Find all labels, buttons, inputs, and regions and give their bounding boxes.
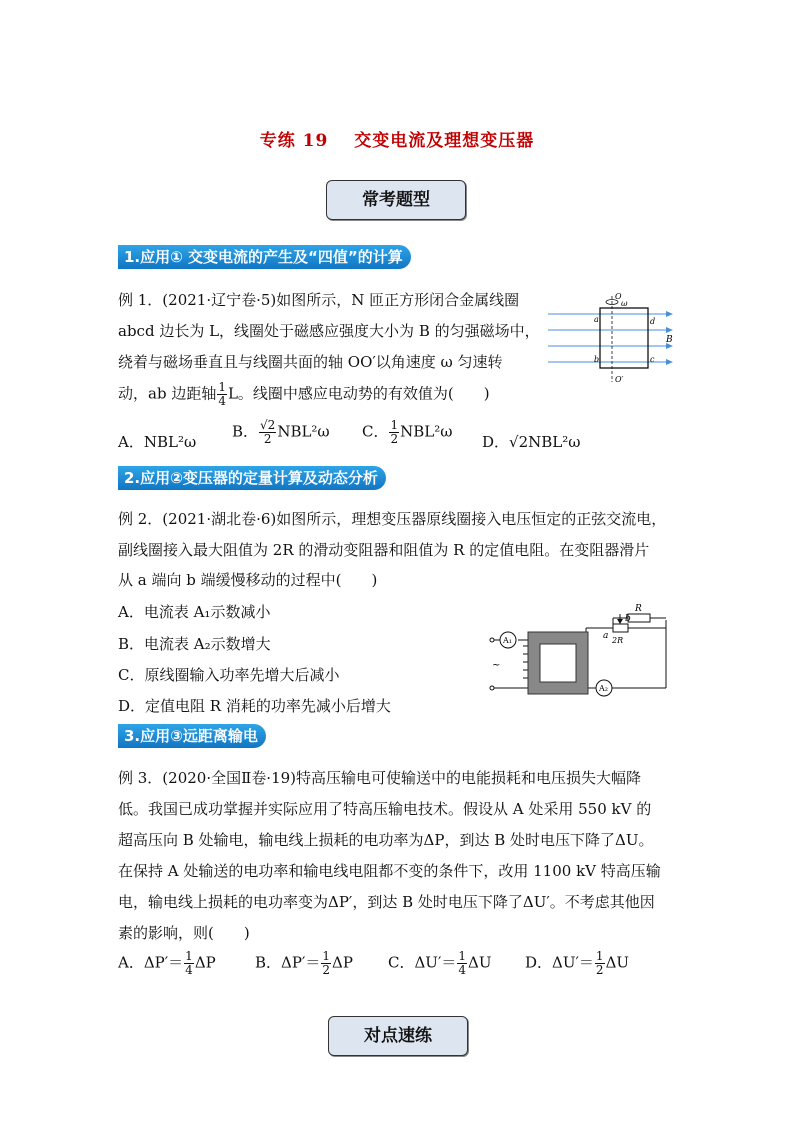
title-topic: 交变电流及理想变压器 (354, 131, 535, 151)
q1-option-c[interactable]: C． $\frac{1}{2}$ NBL²ω (362, 418, 453, 446)
q2-line-2: 副线圈接入最大阻值为 2R 的滑动变阻器和阻值为 R 的定值电阻。在变阻器滑片 (118, 541, 650, 559)
q3-option-c[interactable]: C．ΔU′＝ $\frac{1}{4}$ ΔU (388, 949, 492, 977)
q2-option-a[interactable]: A．电流表 A₁示数减小 (118, 603, 271, 621)
q1-line-3: 绕着与磁场垂直且与线圈共面的轴 OO′以角速度 ω 匀速转 (118, 353, 503, 371)
q3-line-6: 素的影响，则( ) (118, 924, 250, 942)
fig-label-ac: ~ (492, 660, 501, 671)
q2-option-c[interactable]: C．原线圈输入功率先增大后减小 (118, 666, 340, 684)
title-number: 专练 19 (259, 131, 329, 151)
q1-line-1: 例 1．(2021·辽宁卷·5)如图所示，N 匝正方形闭合金属线圈 (118, 291, 520, 309)
fig-label-c: c (650, 355, 655, 364)
section-common-types: 常考题型 (326, 180, 466, 220)
tag-application-1: 1.应用① 交变电流的产生及“四值”的计算 (118, 245, 411, 269)
q3-line-2: 低。我国已成功掌握并实际应用了特高压输电技术。假设从 A 处采用 550 kV 的 (118, 800, 652, 818)
q3-option-b[interactable]: B．ΔP′＝ $\frac{1}{2}$ ΔP (255, 949, 353, 977)
q3-option-d[interactable]: D．ΔU′＝ $\frac{1}{2}$ ΔU (525, 949, 630, 977)
q1-coil-figure (548, 292, 678, 384)
section-practice: 对点速练 (328, 1016, 468, 1056)
fig-label-omega: ω (621, 299, 628, 308)
q1-line-4: 动，ab 边距轴 $\frac{1}{4}$ L。线圈中感应电动势的有效值为( ) (118, 380, 490, 408)
fig-label-2R: 2R (612, 636, 624, 645)
fig-label-d: d (650, 317, 656, 326)
q3-line-5: 电，输电线上损耗的电功率变为ΔP′，到达 B 处时电压下降了ΔU′。不考虑其他因 (118, 893, 655, 911)
q2-transformer-figure (488, 600, 670, 700)
fig-label-A1: A₁ (503, 636, 512, 645)
q3-line-4: 在保持 A 处输送的电功率和输电线电阻都不变的条件下，改用 1100 kV 特高压输 (118, 862, 661, 880)
fig-label-a: a (603, 631, 609, 641)
fig-label-b: b (594, 355, 600, 364)
q2-line-3: 从 a 端向 b 端缓慢移动的过程中( ) (118, 571, 378, 589)
q1-option-d[interactable]: D．√2NBL²ω (482, 433, 581, 451)
q3-option-a[interactable]: A．ΔP′＝ $\frac{1}{4}$ ΔP (118, 949, 216, 977)
q1-fraction: $\frac{1}{4}$ (218, 380, 226, 408)
q3-line-1: 例 3．(2020·全国Ⅱ卷·19)特高压输电可使输送中的电能损耗和电压损失大幅降 (118, 769, 642, 787)
fig-label-A2: A₂ (599, 684, 608, 693)
fig-label-O: O (615, 292, 622, 301)
q1-line-2: abcd 边长为 L，线圈处于磁感应强度大小为 B 的匀强磁场中， (118, 322, 540, 340)
q3-line-3: 超高压向 B 处输电，输电线上损耗的电功率为ΔP，到达 B 处时电压下降了ΔU。 (118, 831, 654, 849)
fig-label-b: b (625, 614, 631, 624)
q1-option-a[interactable]: A．NBL²ω (118, 433, 197, 451)
q2-option-b[interactable]: B．电流表 A₂示数增大 (118, 635, 271, 653)
fig-label-B: B (666, 335, 673, 345)
q2-option-d[interactable]: D．定值电阻 R 消耗的功率先减小后增大 (118, 697, 391, 715)
q2-line-1: 例 2．(2021·湖北卷·6)如图所示，理想变压器原线圈接入电压恒定的正弦交流电， (118, 510, 667, 528)
fig-label-Oprime: O′ (615, 375, 624, 384)
tag-application-2: 2.应用②变压器的定量计算及动态分析 (118, 466, 386, 490)
tag-application-3: 3.应用③远距离输电 (118, 724, 266, 748)
fig-label-R: R (635, 604, 642, 614)
fig-label-a: a (594, 315, 599, 324)
page-title (0, 126, 794, 151)
q1-option-b[interactable]: B． $\frac{√2}{2}$ NBL²ω (232, 418, 330, 446)
